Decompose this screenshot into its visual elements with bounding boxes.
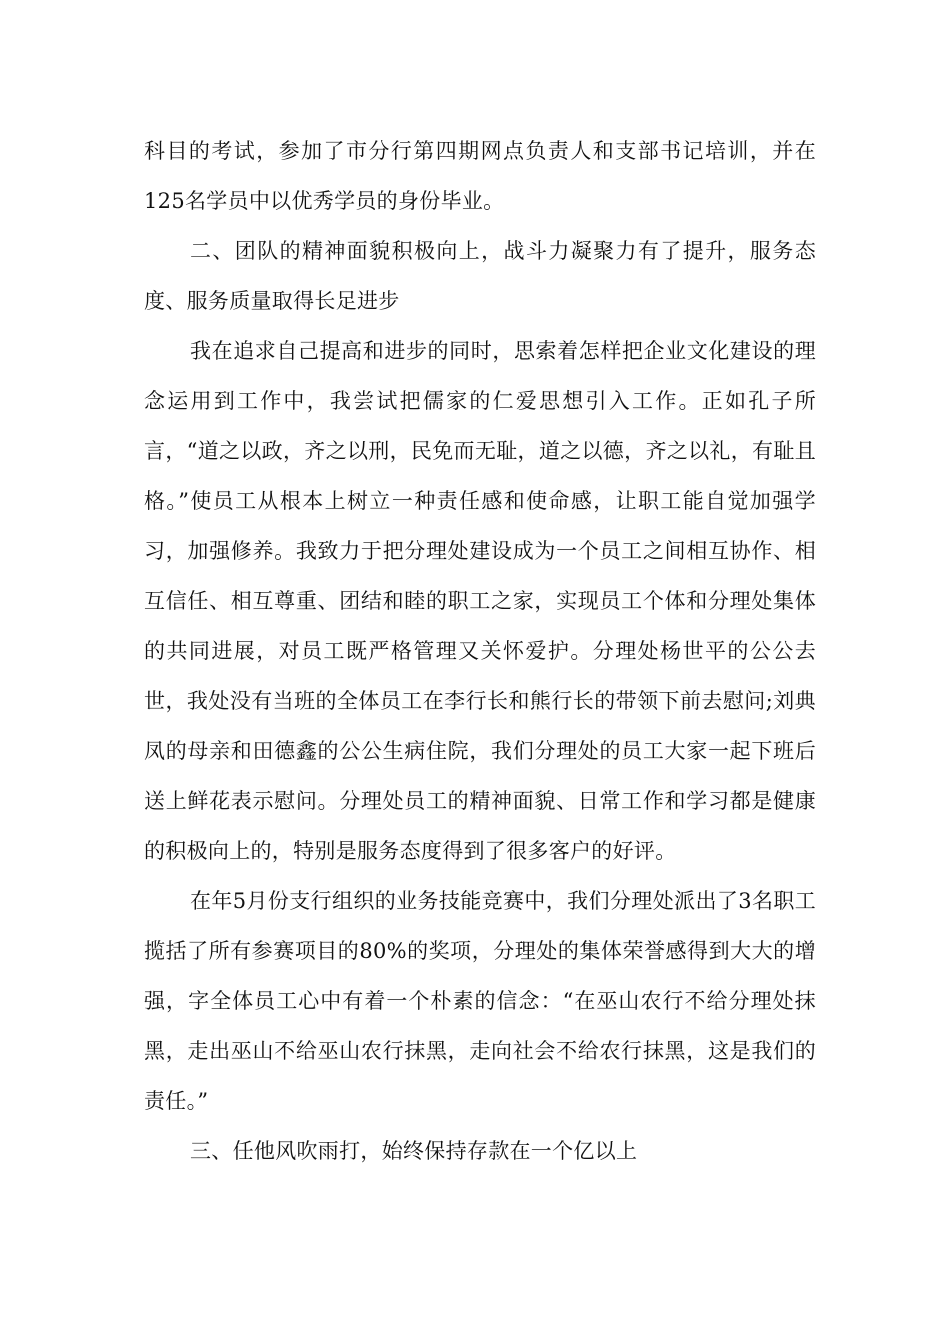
section-heading-team-spirit: 二、团队的精神面貌积极向上，战斗力凝聚力有了提升，服务态度、服务质量取得长足进步	[144, 239, 816, 313]
paragraph-corporate-culture: 我在追求自己提高和进步的同时，思索着怎样把企业文化建设的理念运用到工作中，我尝试把儒家的仁爱思想引入工作。正如孔子所言，“道之以政，齐之以刑，民免而无耻，道之以德，齐之以礼，有耻且格。”使员工从根本上树立一种责任感和使命感，让职工能自觉加强学习，加强修养。我致力于把分理处建设成为一个员工之间相互协作、相互信任、相互尊重、团结和睦的职工之家，实现员工个体和分理处集体的共同进展，对员工既严格管理又关怀爱护。分理处杨世平的公公去世，我处没有当班的全体员工在李行长和熊行长的带领下前去慰问;刘典凤的母亲和田德鑫的公公生病住院，我们分理处的员工大家一起下班后送上鲜花表示慰问。分理处员工的精神面貌、日常工作和学习都是健康的积极向上的，特别是服务态度得到了很多客户的好评。	[144, 339, 816, 863]
paragraph-skills-competition: 在年5月份支行组织的业务技能竞赛中，我们分理处派出了3名职工揽括了所有参赛项目的80%的奖项，分理处的集体荣誉感得到大大的增强，字全体员工心中有着一个朴素的信念：“在巫山农行不给分理处抹黑，走出巫山不给巫山农行抹黑，走向社会不给农行抹黑，这是我们的责任。”	[144, 889, 816, 1113]
paragraph-training-result: 科目的考试，参加了市分行第四期网点负责人和支部书记培训，并在125名学员中以优秀学员的身份毕业。	[144, 139, 816, 213]
section-heading-deposits: 三、任他风吹雨打，始终保持存款在一个亿以上	[190, 1139, 638, 1163]
document-body	[144, 126, 816, 1176]
